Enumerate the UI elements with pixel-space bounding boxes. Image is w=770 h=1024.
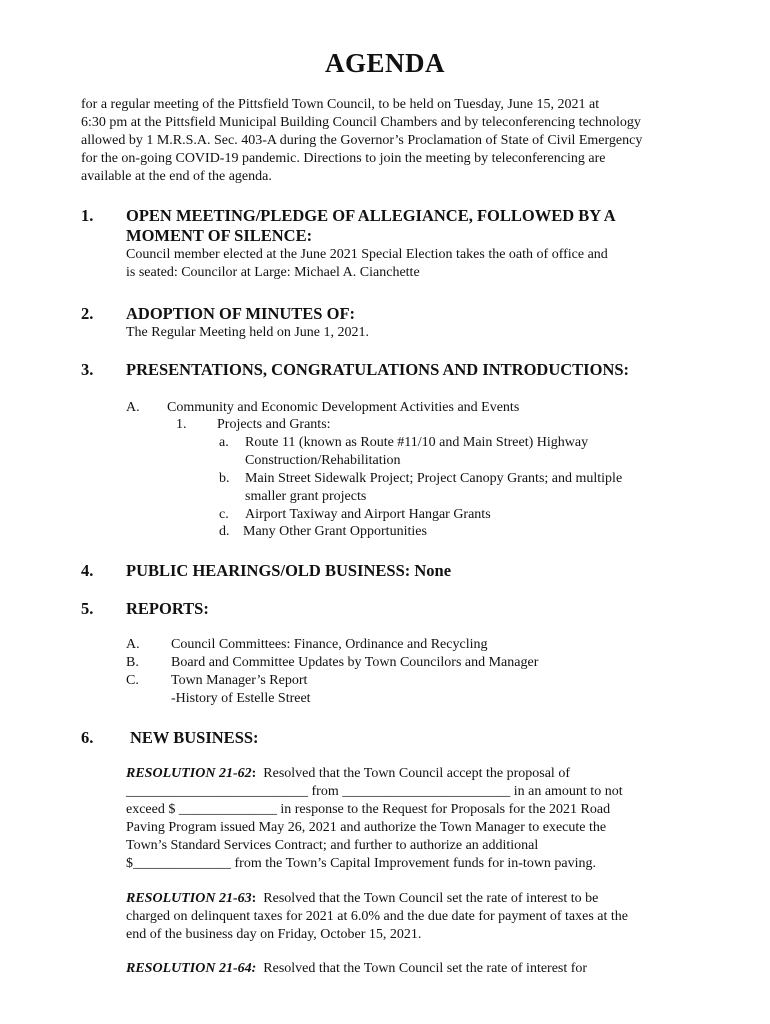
list-item: Main Street Sidewalk Project; Project Canopy Grants; and multiple — [245, 471, 623, 486]
section-heading: OPEN MEETING/PLEDGE OF ALLEGIANCE, FOLLOWED BY A — [126, 206, 616, 225]
resolution-text: Resolved that the Town Council set the rate of interest for — [256, 961, 588, 976]
list-item: Many Other Grant Opportunities — [243, 524, 427, 539]
list-marker: A. — [126, 637, 140, 652]
section-heading: PUBLIC HEARINGS/OLD BUSINESS: None — [126, 561, 452, 580]
resolution-first-line — [126, 960, 587, 978]
resolution-colon: : — [251, 891, 257, 906]
intro-line: allowed by 1 M.R.S.A. Sec. 403-A during the Governor’s Proclamation of State of Civil Emergency — [81, 133, 643, 148]
section-number: 4. — [81, 561, 94, 580]
resolution-text: Town’s Standard Services Contract; and further to authorize an additional — [126, 838, 539, 853]
list-marker: 1. — [176, 417, 187, 432]
section-heading: REPORTS: — [126, 599, 209, 618]
resolution-text: end of the business day on Friday, October 15, 2021. — [126, 927, 422, 942]
list-marker: c. — [219, 507, 229, 522]
intro-line: for a regular meeting of the Pittsfield Town Council, to be held on Tuesday, June 15, 2021 at — [81, 97, 600, 112]
section-heading: MOMENT OF SILENCE: — [126, 226, 313, 245]
list-marker: B. — [126, 655, 139, 670]
intro-line: for the on-going COVID-19 pandemic. Directions to join the meeting by teleconferencing are — [81, 151, 606, 166]
section-number: 2. — [81, 304, 94, 323]
intro-line: available at the end of the agenda. — [81, 169, 272, 184]
resolution-text: exceed $ ______________ in response to the Request for Proposals for the 2021 Road — [126, 802, 611, 817]
list-item: -History of Estelle Street — [171, 691, 311, 706]
resolution-first-line — [126, 765, 570, 783]
page-title: AGENDA — [324, 48, 445, 78]
list-item: Airport Taxiway and Airport Hangar Grants — [245, 507, 491, 522]
resolution-text: Paving Program issued May 26, 2021 and authorize the Town Manager to execute the — [126, 820, 607, 835]
section-body: is seated: Councilor at Large: Michael A. Cianchette — [126, 265, 420, 280]
resolution-label: RESOLUTION 21-63 — [126, 891, 252, 906]
resolution-text: Resolved that the Town Council accept the proposal of — [256, 766, 570, 781]
list-item: Projects and Grants: — [217, 417, 331, 432]
intro-line: 6:30 pm at the Pittsfield Municipal Building Council Chambers and by teleconferencing technology — [81, 115, 641, 130]
resolution-colon: : — [251, 766, 257, 781]
resolution-text: Resolved that the Town Council set the rate of interest to be — [256, 891, 599, 906]
list-marker: d. — [219, 524, 230, 539]
section-heading: NEW BUSINESS: — [130, 728, 259, 747]
section-number: 1. — [81, 206, 94, 225]
resolution-text: charged on delinquent taxes for 2021 at 6.0% and the due date for payment of taxes at the — [126, 909, 629, 924]
list-item: Route 11 (known as Route #11/10 and Main Street) Highway — [245, 435, 589, 450]
list-item: Board and Committee Updates by Town Councilors and Manager — [171, 655, 539, 670]
resolution-first-line — [126, 890, 598, 908]
list-marker: C. — [126, 673, 139, 688]
list-item: Council Committees: Finance, Ordinance and Recycling — [171, 637, 488, 652]
resolution-label: RESOLUTION 21-64 — [126, 961, 252, 976]
resolution-label: RESOLUTION 21-62 — [126, 766, 252, 781]
list-item: Community and Economic Development Activities and Events — [167, 400, 520, 415]
list-marker: b. — [219, 471, 230, 486]
resolution-text: __________________________ from ________________________ in an amount to not — [126, 784, 623, 799]
list-item: Town Manager’s Report — [171, 673, 308, 688]
list-item: Construction/Rehabilitation — [245, 453, 401, 468]
section-number: 3. — [81, 360, 94, 379]
section-number: 6. — [81, 728, 94, 747]
list-marker: a. — [219, 435, 229, 450]
resolution-text: $______________ from the Town’s Capital Improvement funds for in-town paving. — [126, 856, 597, 871]
list-item: smaller grant projects — [245, 489, 367, 504]
section-heading: ADOPTION OF MINUTES OF: — [126, 304, 356, 323]
section-number: 5. — [81, 599, 94, 618]
resolution-colon: : — [251, 961, 257, 976]
list-marker: A. — [126, 400, 140, 415]
section-body: Council member elected at the June 2021 Special Election takes the oath of office and — [126, 247, 608, 262]
section-heading: PRESENTATIONS, CONGRATULATIONS AND INTRODUCTIONS: — [126, 360, 630, 379]
section-body: The Regular Meeting held on June 1, 2021. — [126, 325, 370, 340]
